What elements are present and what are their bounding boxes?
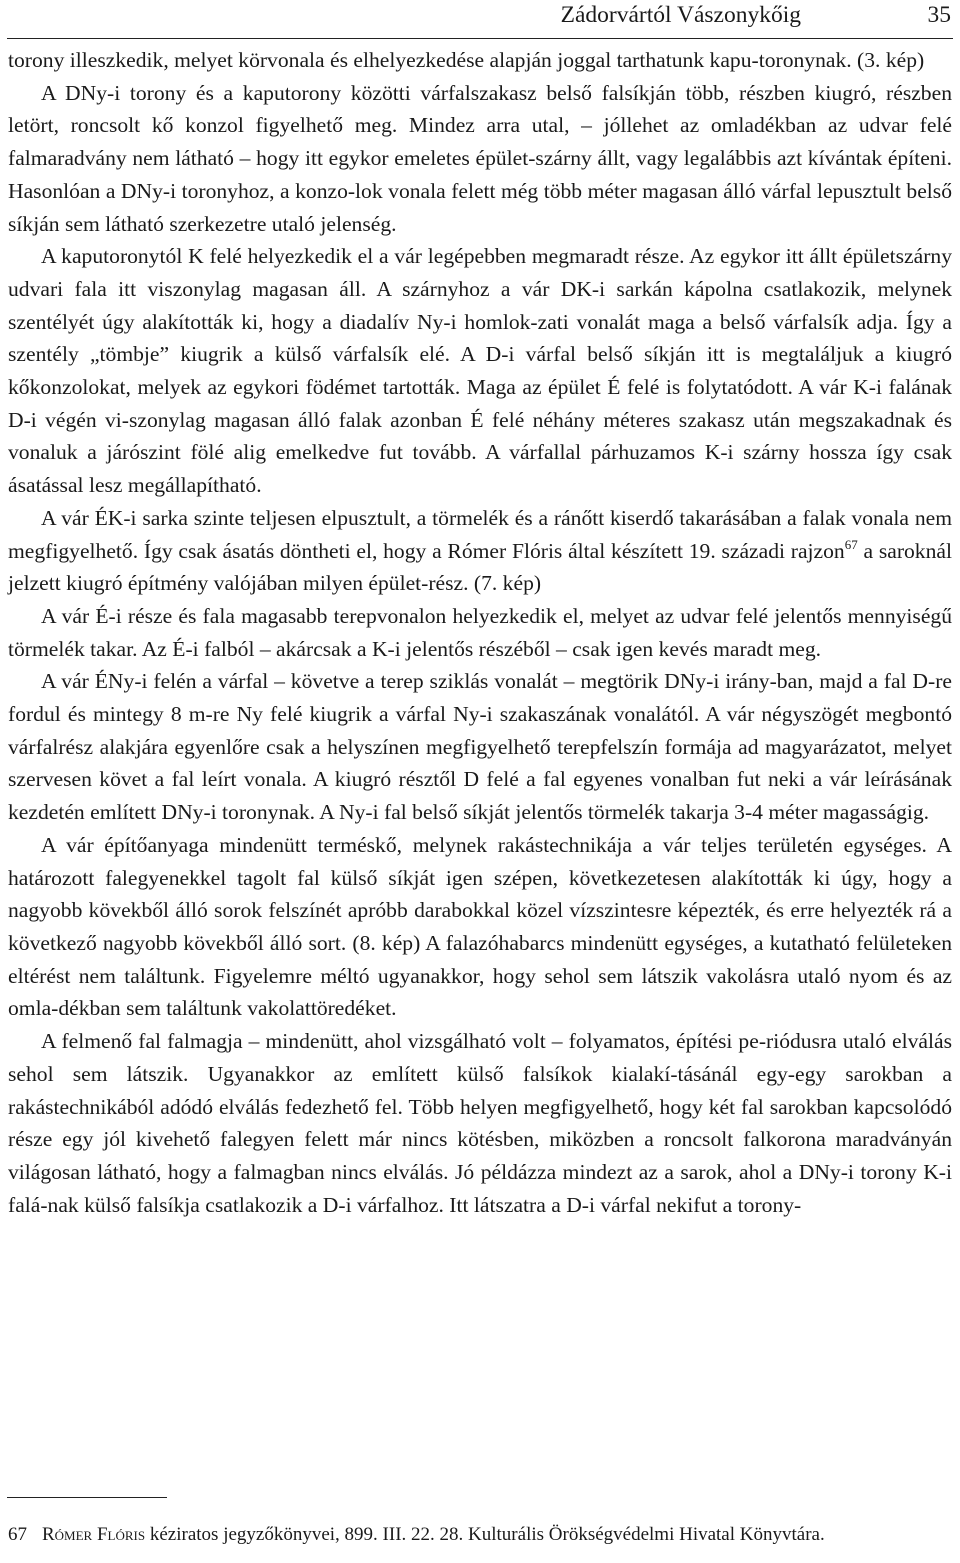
- footnote-reference[interactable]: 67: [844, 536, 858, 552]
- paragraph: A DNy-i torony és a kaputorony közötti várfalszakasz belső falsíkján több, részben kiugró, részben letört, roncsolt kő konzol figyelhető meg. Mindez arra utal, – jóllehet az omladékban az udvar felé falmaradvány nem látható – hogy itt egykor emeletes épület-szárny állt, vagy legalábbis azt kívántak építeni. Hasonlóan a DNy-i toronyhoz, a konzo-lok vonala felett még több méter magasan álló várfal lepusztult belső síkján sem látható szerkezetre utaló jelenség.: [8, 80, 952, 236]
- paragraph-text-before: A vár ÉK-i sarka szinte teljesen elpusztult, a törmelék és a ránőtt kiserdő takarásában a falak vonala nem megfigyelhető. Így csak ásatás döntheti el, hogy a Rómer Flóris által készített 19. századi rajzon: [8, 505, 952, 563]
- running-header: [7, 0, 953, 39]
- footnote-divider: [7, 1497, 167, 1498]
- body-text: [8, 44, 952, 1221]
- paragraph: A vár építőanyaga mindenütt terméskő, melynek rakástechnikája a vár teljes területén egységes. A határozott falegyenekkel tagolt fal külső síkját igen szépen, következetesen alakították ki úgy, hogy a nagyobb kövekből álló sorok felszínét apróbb darabokkal közel vízszintesre képezték, és erre helyezték rá a következő nagyobb kövekből álló sort. (8. kép) A falazóhabarcs mindenütt egységes, a kutatható felületeken eltérést nem találtunk. Figyelemre méltó ugyanakkor, hogy sehol sem látszik vakolásra utaló nyom és az omla-dékban sem találtunk vakolattöredéket.: [8, 832, 952, 1021]
- footnote-author: Rómer Flóris: [42, 1524, 146, 1545]
- page-number: 35: [927, 2, 951, 28]
- paragraph-with-footnote: [8, 502, 952, 600]
- paragraph: A vár ÉNy-i felén a várfal – követve a terep sziklás vonalát – megtörik DNy-i irány-ban, majd a fal D-re fordul és mintegy 8 m-re Ny felé kiugrik a várfal Ny-i szakaszának vonalától. A vár négyszögét megbontó várfalrész alakjára egyenlőre csak a helyszínen megfigyelhető terepfelszín formája ad magyarázatot, melyet szervesen követ a fal leírt vonala. A kiugró résztől D felé a fal egyenes vonalban fut neki a vár leírásának kezdetén említett DNy-i toronynak. A Ny-i fal belső síkját jelentős törmelék takarja 3-4 méter magasságig.: [8, 669, 952, 825]
- footnote: [8, 1523, 952, 1547]
- footnote-number: 67: [8, 1524, 27, 1545]
- paragraph: torony illeszkedik, melyet körvonala és elhelyezkedése alapján joggal tarthatunk kapu-toronynak. (3. kép): [8, 48, 925, 72]
- running-title: Zádorvártól Vászonykőig: [560, 2, 801, 28]
- paragraph: A vár É-i része és fala magasabb terepvonalon helyezkedik el, melyet az udvar felé jelentős mennyiségű törmelék takar. Az É-i falból – akárcsak a K-i jelentős részéből – csak igen kevés maradt meg.: [8, 603, 952, 661]
- footnote-text: kéziratos jegyzőkönyvei, 899. III. 22. 28. Kulturális Örökségvédelmi Hivatal Könyvtára.: [145, 1524, 825, 1545]
- paragraph-text-after: a saroknál jelzett kiugró építmény valójában milyen épület-rész. (7. kép): [8, 538, 952, 596]
- paragraph: A kaputoronytól K felé helyezkedik el a vár legépebben megmaradt része. Az egykor itt állt épületszárny udvari fala itt viszonylag magasan áll. A szárnyhoz a vár DK-i sarkán kápolna csatlakozik, melynek szentélyét úgy alakították ki, hogy a diadalív Ny-i homlok-zati vonalát maga a belső várfalsík adja. Így a szentély „tömbje” kiugrik a külső várfalsík elé. A D-i várfal belső síkján itt is megtaláljuk a kiugró kőkonzolokat, melyek az egykori födémet tartották. Maga az épület É felé is folytatódott. A vár K-i falának D-i végén vi-szonylag magasan álló falak azonban É felé néhány méteres szakasz után megszakadnak és vonaluk a járószint fölé alig emelkedve fut tovább. A várfallal párhuzamos K-i szárny hossza így csak ásatással lesz megállapítható.: [8, 244, 952, 498]
- paragraph: A felmenő fal falmagja – mindenütt, ahol vizsgálható volt – folyamatos, építési pe-riódusra utaló elválás sehol sem látszik. Ugyanakkor az említett külső falsíkok kialakí-tásánál egy-egy sarokban a rakástechnikából adódó elválás fedezhető fel. Több helyen megfigyelhető, hogy két fal sarokban kapcsolódó része egy jól kivehető falegyen felett már nincs kötésben, miközben a roncsolt falkorona maradványán világosan látható, hogy a falmagban nincs elválás. Jó példázza mindezt az a sarok, ahol a DNy-i torony K-i falá-nak külső falsíkja csatlakozik a D-i várfalhoz. Itt látszatra a D-i várfal nekifut a torony-: [8, 1029, 952, 1217]
